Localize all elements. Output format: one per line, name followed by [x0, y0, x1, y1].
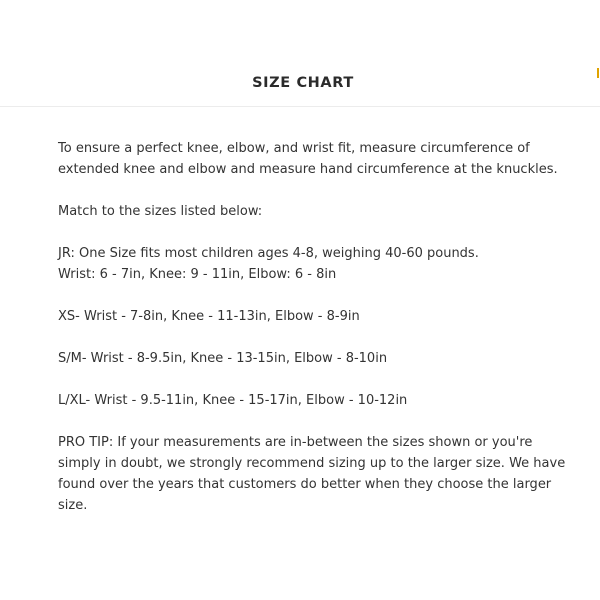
size-lxl-paragraph: [58, 390, 548, 411]
size-xs-paragraph: [58, 306, 548, 327]
modal-header: [0, 62, 600, 107]
modal-title: SIZE CHART: [252, 75, 354, 91]
modal-body: [58, 138, 566, 537]
size-jr-line: JR: One Size fits most children ages 4-8, weighing 40-60 pounds.: [58, 246, 479, 261]
intro-line: extended knee and elbow and measure hand circumference at the knuckles.: [58, 162, 558, 177]
match-line: Match to the sizes listed below:: [58, 204, 263, 219]
intro-paragraph: [58, 138, 558, 180]
size-lxl-line: L/XL- Wrist - 9.5-11in, Knee - 15-17in, Elbow - 10-12in: [58, 393, 408, 408]
size-xs-line: XS- Wrist - 7-8in, Knee - 11-13in, Elbow - 8-9in: [58, 309, 360, 324]
size-jr-paragraph: [58, 243, 548, 285]
edge-marker: [597, 68, 599, 78]
pro-tip-line: found over the years that customers do better when they choose the larger: [58, 477, 552, 492]
pro-tip-line: simply in doubt, we strongly recommend sizing up to the larger size. We have: [58, 456, 566, 471]
size-sm-paragraph: [58, 348, 548, 369]
pro-tip-paragraph: [58, 432, 566, 516]
pro-tip-line: size.: [58, 498, 88, 513]
intro-line: To ensure a perfect knee, elbow, and wrist fit, measure circumference of: [58, 141, 530, 156]
pro-tip-line: PRO TIP: If your measurements are in-between the sizes shown or you're: [58, 435, 533, 450]
size-sm-line: S/M- Wrist - 8-9.5in, Knee - 13-15in, Elbow - 8-10in: [58, 351, 388, 366]
size-jr-measurements: Wrist: 6 - 7in, Knee: 9 - 11in, Elbow: 6 - 8in: [58, 267, 337, 282]
match-paragraph: [58, 201, 548, 222]
